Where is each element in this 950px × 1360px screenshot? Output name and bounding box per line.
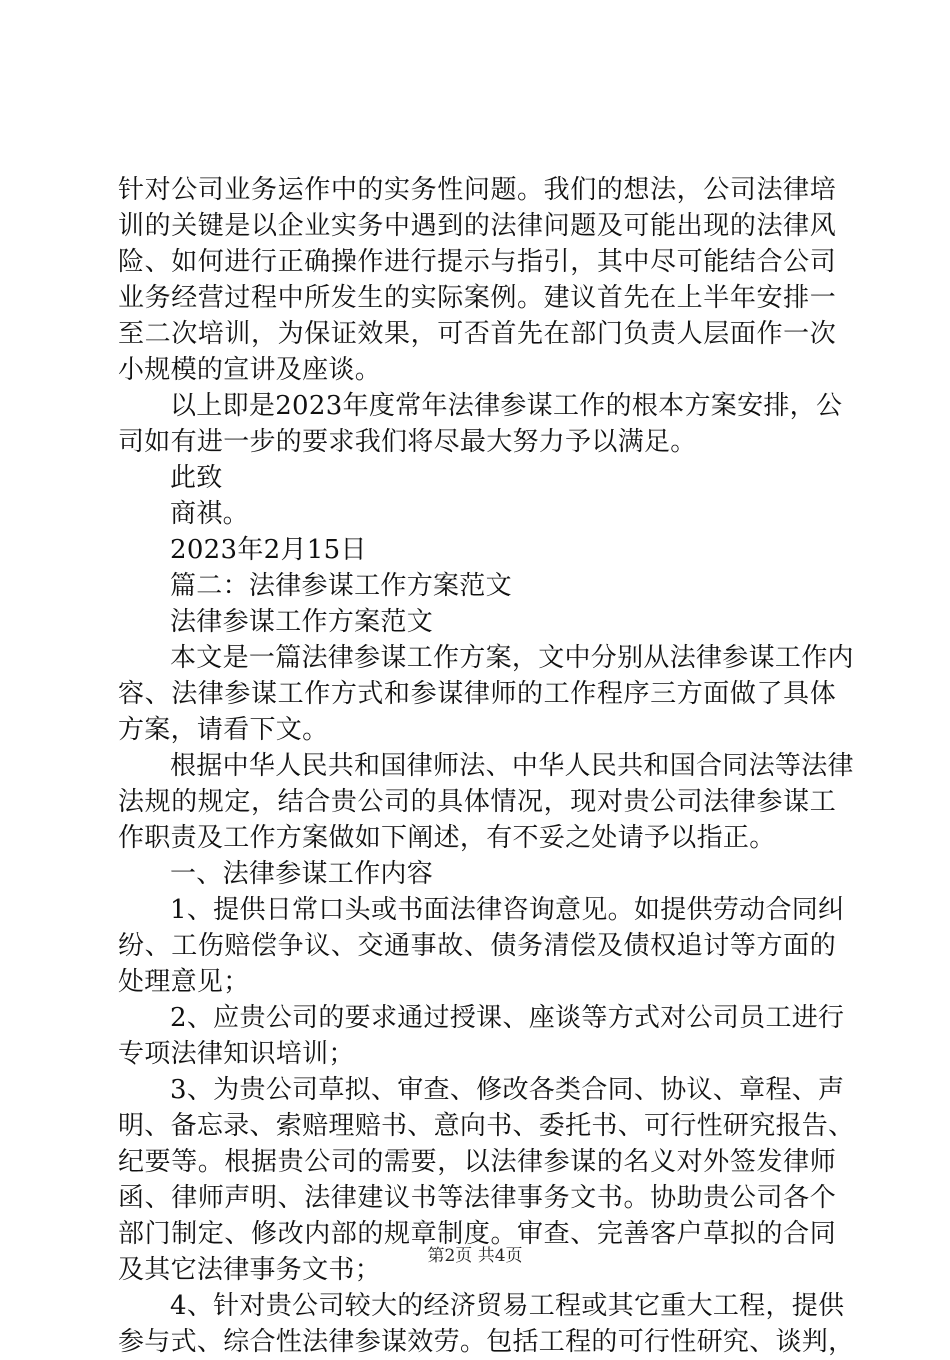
text-line: 方案，请看下文。 [118, 715, 329, 745]
text-line: 明、备忘录、索赔理赔书、意向书、委托书、可行性研究报告、 [118, 1111, 855, 1141]
text-line: 法律参谋工作方案范文 [170, 607, 434, 637]
text-line: 商祺。 [170, 499, 249, 529]
text-line: 3、为贵公司草拟、审查、修改各类合同、协议、章程、声 [170, 1075, 845, 1105]
text-line: 训的关键是以企业实务中遇到的法律问题及可能出现的法律风 [118, 211, 836, 241]
text-line: 司如有进一步的要求我们将尽最大努力予以满足。 [118, 427, 697, 457]
text-line: 本文是一篇法律参谋工作方案，文中分别从法律参谋工作内 [170, 643, 854, 673]
text-line: 一、法律参谋工作内容 [170, 859, 434, 889]
text-line: 作职责及工作方案做如下阐述，有不妥之处请予以指正。 [118, 823, 776, 853]
text-line: 容、法律参谋工作方式和参谋律师的工作程序三方面做了具体 [118, 679, 836, 709]
text-line: 法规的规定，结合贵公司的具体情况，现对贵公司法律参谋工 [118, 787, 836, 817]
text-line: 险、如何进行正确操作进行提示与指引，其中尽可能结合公司 [118, 247, 836, 277]
text-line: 及其它法律事务文书； [118, 1255, 382, 1285]
text-line: 以上即是2023年度常年法律参谋工作的根本方案安排，公 [170, 391, 843, 421]
text-line: 篇二：法律参谋工作方案范文 [170, 571, 512, 601]
text-line: 参与式、综合性法律参谋效劳。包括工程的可行性研究、谈判， [118, 1327, 855, 1357]
text-line: 专项法律知识培训； [118, 1039, 355, 1069]
text-line: 至二次培训，为保证效果，可否首先在部门负责人层面作一次 [118, 319, 836, 349]
text-line: 业务经营过程中所发生的实际案例。建议首先在上半年安排一 [118, 283, 836, 313]
text-line: 根据中华人民共和国律师法、中华人民共和国合同法等法律 [170, 751, 854, 781]
text-line: 2、应贵公司的要求通过授课、座谈等方式对公司员工进行 [170, 1003, 845, 1033]
text-line: 小规模的宣讲及座谈。 [118, 355, 382, 385]
text-line: 纪要等。根据贵公司的需要，以法律参谋的名义对外签发律师 [118, 1147, 836, 1177]
text-line: 纷、工伤赔偿争议、交通事故、债务清偿及债权追讨等方面的 [118, 931, 836, 961]
text-line: 4、针对贵公司较大的经济贸易工程或其它重大工程，提供 [170, 1291, 845, 1321]
page-number-footer: 第2页 共4页 [427, 1246, 523, 1266]
text-line: 函、律师声明、法律建议书等法律事务文书。协助贵公司各个 [118, 1183, 836, 1213]
text-line: 2023年2月15日 [170, 535, 367, 565]
text-line: 1、提供日常口头或书面法律咨询意见。如提供劳动合同纠 [170, 895, 845, 925]
document-body [118, 172, 855, 1360]
text-line: 处理意见； [118, 967, 250, 997]
text-line: 针对公司业务运作中的实务性问题。我们的想法，公司法律培 [118, 175, 836, 205]
text-line: 部门制定、修改内部的规章制度。审查、完善客户草拟的合同 [118, 1219, 836, 1249]
text-line: 此致 [170, 463, 223, 493]
